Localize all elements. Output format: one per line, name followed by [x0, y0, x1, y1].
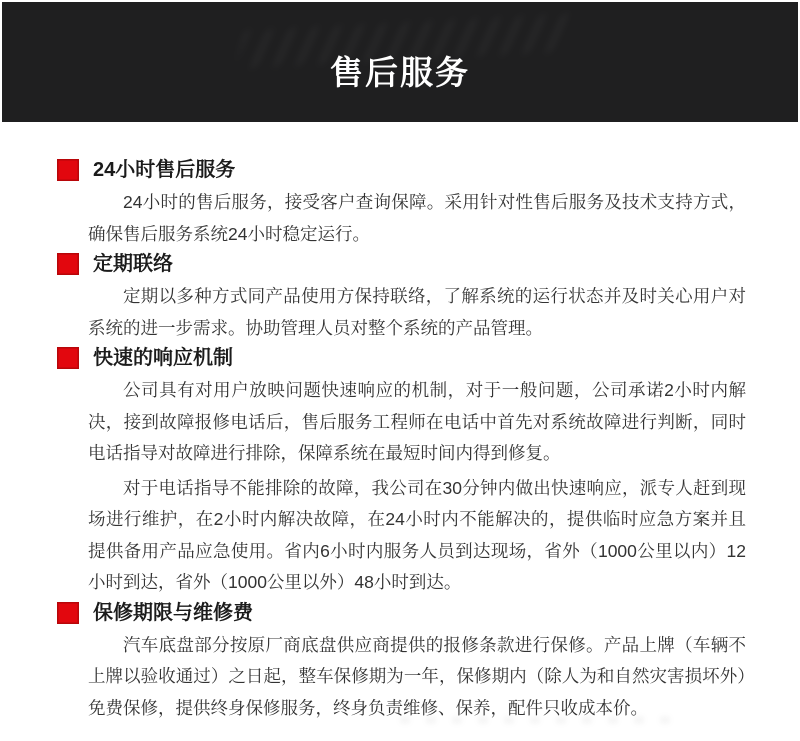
section-heading-row	[57, 253, 800, 275]
content	[0, 122, 800, 724]
section-title: 快速的响应机制	[93, 347, 233, 369]
section-paragraph: 定期以多种方式同产品使用方保持联络，了解系统的运行状态并及时关心用户对系统的进一步需求。协助管理人员对整个系统的产品管理。	[88, 286, 746, 338]
section-heading-row	[57, 602, 800, 624]
red-square-bullet-icon	[57, 253, 79, 275]
section-heading-row	[57, 347, 800, 369]
section-heading-row	[57, 159, 800, 181]
section-24h-service	[0, 159, 800, 250]
section-paragraph: 公司具有对用户放映问题快速响应的机制，对于一般问题，公司承诺2小时内解决，接到故障报修电话后，售后服务工程师在电话中首先对系统故障进行判断，同时电话指导对故障进行排除，保障系统在最短时间内得到修复。	[88, 380, 746, 463]
section-regular-contact	[0, 253, 800, 344]
section-title: 保修期限与维修费	[93, 601, 253, 624]
red-square-bullet-icon	[57, 347, 79, 369]
page-title: 售后服务	[330, 54, 470, 91]
section-title: 24小时售后服务	[93, 159, 236, 181]
section-warranty-fees	[0, 602, 800, 725]
header-band	[2, 2, 798, 122]
section-title: 定期联络	[93, 253, 173, 275]
red-square-bullet-icon	[57, 602, 79, 624]
red-square-bullet-icon	[57, 159, 79, 181]
section-paragraph: 汽车底盘部分按原厂商底盘供应商提供的报修条款进行保修。产品上牌（车辆不上牌以验收通过）之日起，整车保修期为一年，保修期内（除人为和自然灾害损坏外）免费保修，提供终身保修服务，终身负责维修、保养，配件只收成本价。	[88, 634, 746, 718]
section-rapid-response	[0, 347, 800, 599]
section-paragraph: 对于电话指导不能排除的故障，我公司在30分钟内做出快速响应，派专人赶到现场进行维护，在2小时内解决故障，在24小时内不能解决的，提供临时应急方案并且提供备用产品应急使用。省内6小时内服务人员到达现场，省外（1000公里以内）12小时到达，省外（1000公里以外）48小时到达。	[88, 477, 746, 592]
section-paragraph: 24小时的售后服务，接受客户查询保障。采用针对性售后服务及技术支持方式，确保售后服务系统24小时稳定运行。	[88, 192, 746, 244]
